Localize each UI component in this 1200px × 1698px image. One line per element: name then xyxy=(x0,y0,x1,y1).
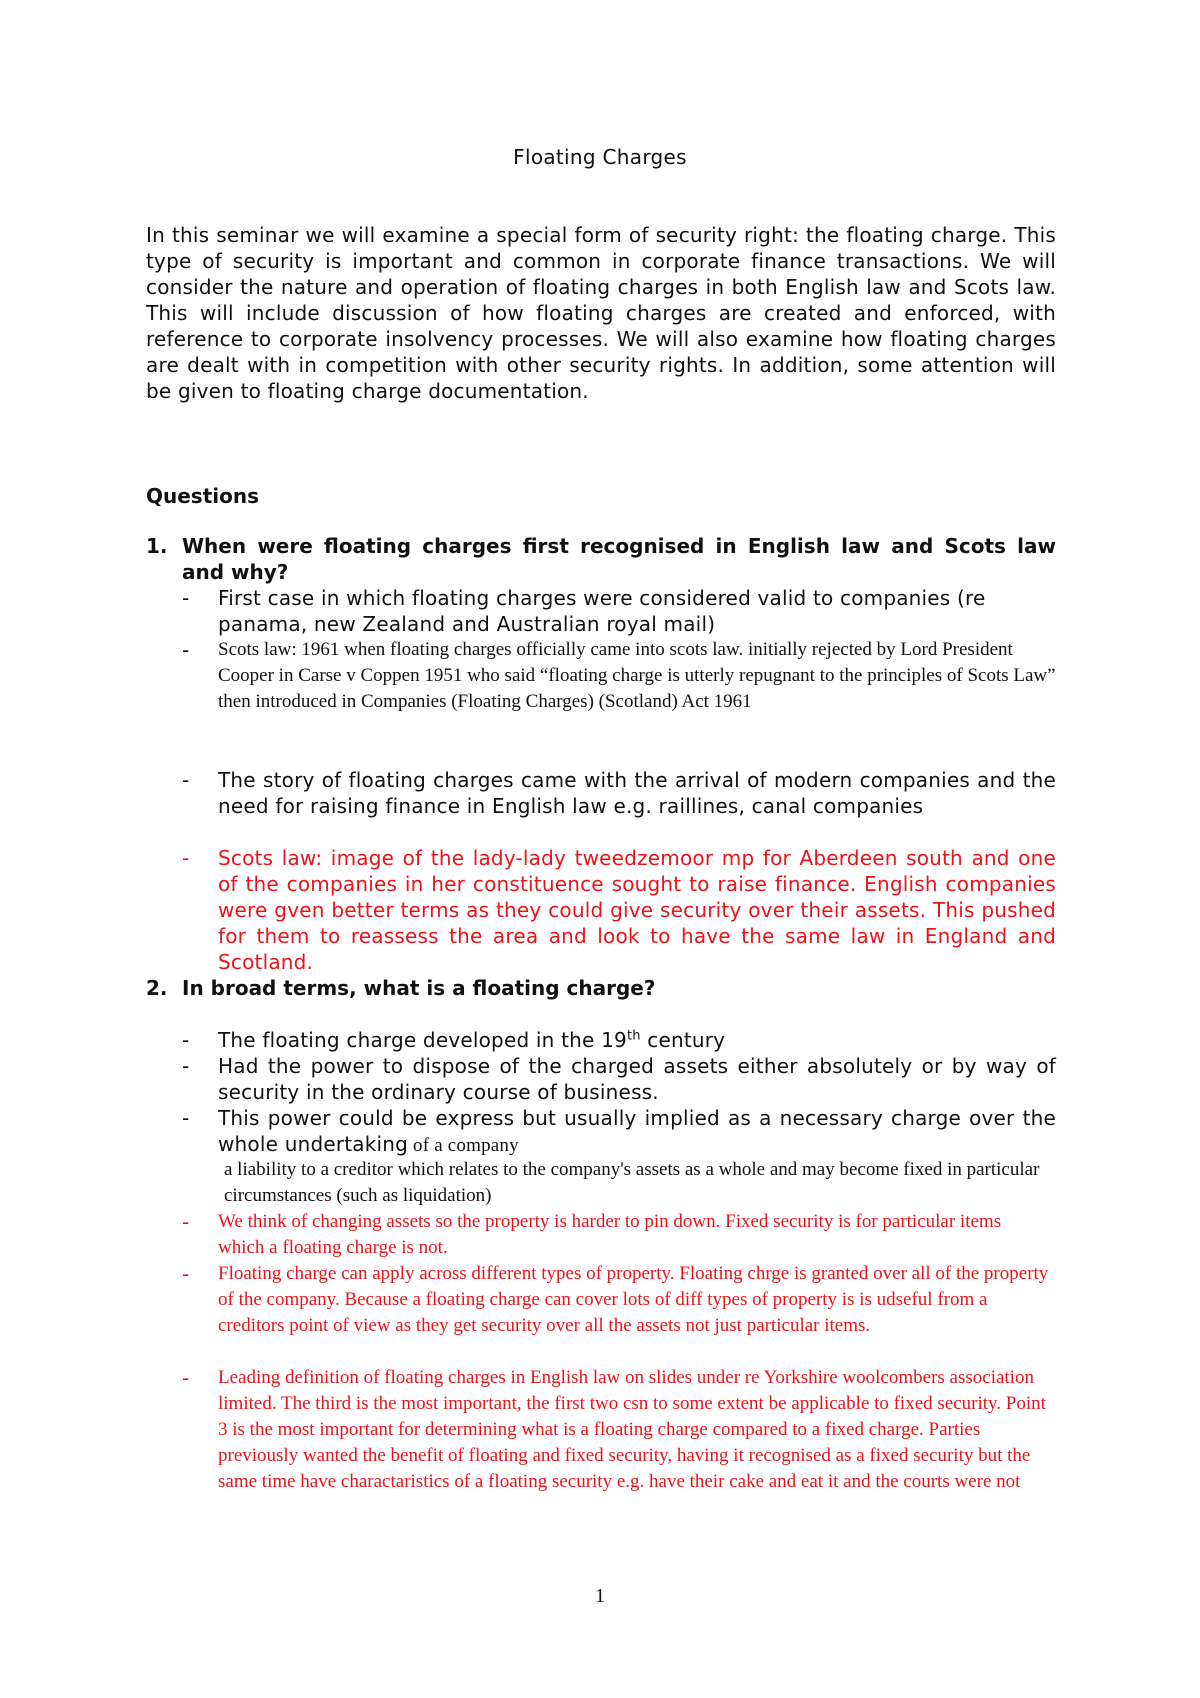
q2-bullet-2-text: Had the power to dispose of the charged assets either absolutely or by way of security in the ordinary course of business. xyxy=(218,1054,1056,1104)
document-title: Floating Charges xyxy=(513,145,687,169)
questions-heading: Questions xyxy=(146,484,260,508)
q2-bullet-1 xyxy=(182,1027,1056,1053)
q1-bullet-4 xyxy=(182,845,1056,975)
question-1-text: When were floating charges first recognised in English law and Scots law and why? xyxy=(182,534,1056,584)
bullet-dash: - xyxy=(182,1054,190,1078)
q2-bullet-3-serif: of a company xyxy=(408,1135,519,1156)
bullet-dash: - xyxy=(182,638,190,662)
q2-bullet-3-text xyxy=(218,1105,1056,1159)
q2-bullet-1-pre: The floating charge developed in the 19 xyxy=(218,1028,627,1052)
q1-bullet-2 xyxy=(182,637,1056,715)
q2-bullet-5-text: Floating charge can apply across different types of property. Floating chrge is granted over all of the property of the company. Because a floating charge can cover lots of diff types of property is is udseful from a creditors point of view as they get security over all the assets not just particular items. xyxy=(218,1263,1049,1336)
question-2-number: 2. xyxy=(146,976,168,1000)
q1-bullet-4-text: Scots law: image of the lady-lady tweedzemoor mp for Aberdeen south and one of the companies in her constituence sought to raise finance. English companies were gven better terms as they could give security over their assets. This pushed for them to reassess the area and look to have the same law in England and Scotland. xyxy=(218,846,1056,974)
q2-bullet-5 xyxy=(182,1261,1056,1339)
question-2-text: In broad terms, what is a floating charge? xyxy=(182,976,656,1000)
bullet-dash: - xyxy=(182,586,190,610)
q1-bullet-1-text: First case in which floating charges were considered valid to companies (re panama, new Zealand and Australian royal mail) xyxy=(218,586,986,636)
bullet-dash: - xyxy=(182,846,190,870)
q2-bullet-6-text: Leading definition of floating charges in English law on slides under re Yorkshire woolcombers association limited. The third is the most important, the first two csn to some extent be applicable to fixed security. Point 3 is the most important for determining what is a floating charge compared to a fixed charge. Parties previously wanted the benefit of floating and fixed security, having it recognised as a fixed security but the same time have charactaristics of a floating security e.g. have their cake and eat it and the courts were not xyxy=(218,1367,1046,1492)
q1-bullet-3 xyxy=(182,767,1056,819)
q2-bullet-3 xyxy=(182,1105,1056,1159)
bullet-dash: - xyxy=(182,1106,190,1130)
bullet-dash: - xyxy=(182,768,190,792)
q2-definition: a liability to a creditor which relates to the company's assets as a whole and may become fixed in particular circumstances (such as liquidation) xyxy=(224,1159,1040,1206)
question-2 xyxy=(146,975,1056,1001)
bullet-dash: - xyxy=(182,1210,190,1234)
question-1 xyxy=(146,533,1056,585)
bullet-dash: - xyxy=(182,1366,190,1390)
bullet-dash: - xyxy=(182,1262,190,1286)
q2-bullet-1-text xyxy=(218,1027,1056,1053)
q1-bullet-1 xyxy=(182,585,1056,637)
bullet-dash: - xyxy=(182,1028,190,1052)
page-number: 1 xyxy=(595,1585,605,1607)
q2-bullet-1-post: century xyxy=(640,1028,726,1052)
q1-bullet-3-text: The story of floating charges came with the arrival of modern companies and the need for raising finance in English law e.g. raillines, canal companies xyxy=(218,768,1056,818)
q2-bullet-3-sans: This power could be express but usually implied as a necessary charge over the whole undertaking xyxy=(218,1106,1056,1156)
intro-paragraph: In this seminar we will examine a special form of security right: the floating charge. This type of security is important and common in corporate finance transactions. We will consider the nature and operation of floating charges in both English law and Scots law. This will include discussion of how floating charges are created and enforced, with reference to corporate insolvency processes. We will also examine how floating charges are dealt with in competition with other security rights. In addition, some attention will be given to floating charge documentation. xyxy=(146,223,1056,403)
q2-bullet-4 xyxy=(182,1209,1056,1261)
question-1-number: 1. xyxy=(146,534,168,558)
q2-bullet-4-text: We think of changing assets so the property is harder to pin down. Fixed security is for particular items which a floating charge is not. xyxy=(218,1211,1002,1258)
q2-bullet-2 xyxy=(182,1053,1056,1105)
q2-bullet-6 xyxy=(182,1365,1056,1495)
q2-bullet-1-sup: th xyxy=(626,1028,641,1044)
q1-bullet-2-text: Scots law: 1961 when floating charges officially came into scots law. initially rejected by Lord President Cooper in Carse v Coppen 1951 who said “floating charge is utterly repugnant to the principles of Scots Law” then introduced in Companies (Floating Charges) (Scotland) Act 1961 xyxy=(218,639,1056,712)
